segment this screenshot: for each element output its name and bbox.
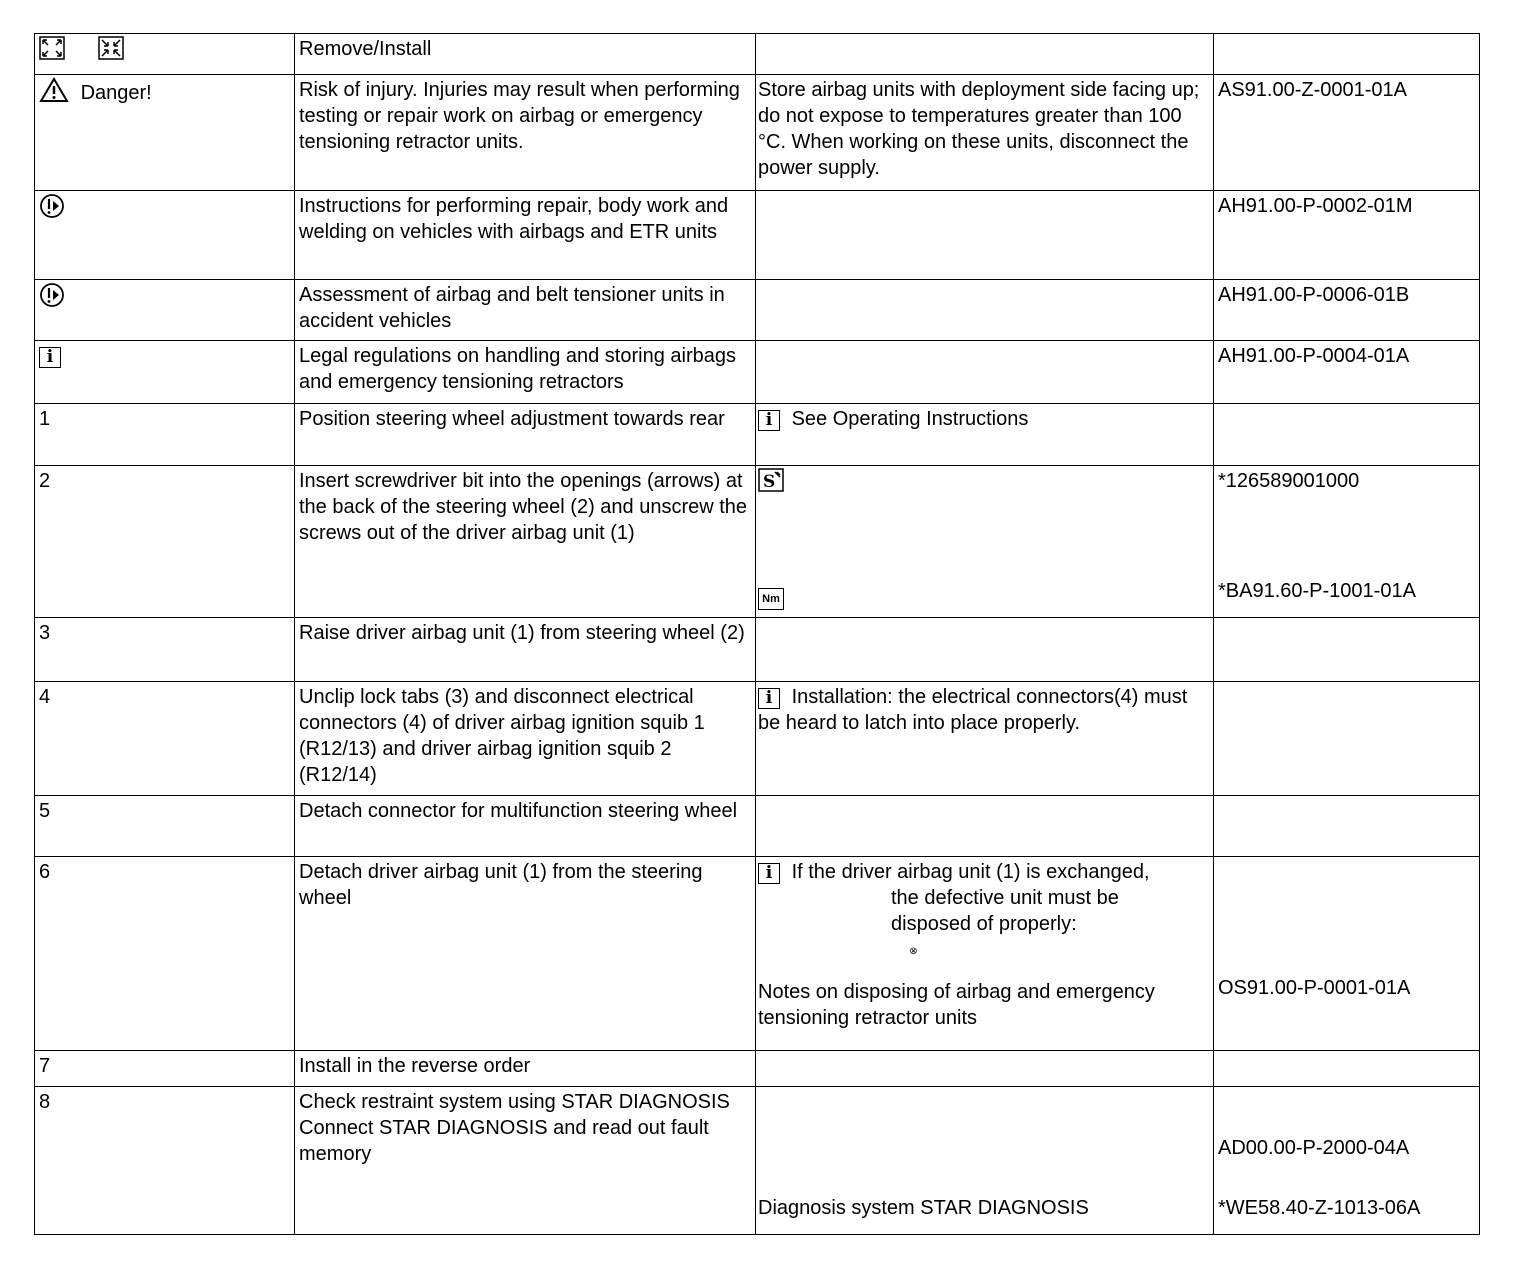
step-text: Install in the reverse order	[295, 1051, 756, 1087]
table-row	[35, 341, 1480, 404]
step-text: Detach driver airbag unit (1) from the steering wheel	[295, 857, 756, 1051]
table-row	[35, 466, 1480, 618]
note-cell	[756, 404, 1214, 466]
step-text: Risk of injury. Injuries may result when performing testing or repair work on airbag or emergency tensioning retractor units.	[295, 75, 756, 191]
danger-label: Danger!	[80, 81, 152, 104]
reference-cell	[1214, 618, 1480, 682]
reference-cell	[1214, 404, 1480, 466]
step-text: Insert screwdriver bit into the openings (arrows) at the back of the steering wheel (2) and unscrew the screws out of the driver airbag unit (1)	[295, 466, 756, 618]
table-row	[35, 1087, 1480, 1235]
note-text: If the driver airbag unit (1) is exchanged,	[791, 861, 1150, 883]
step-number: 2	[35, 466, 295, 618]
table-row	[35, 857, 1480, 1051]
icon-cell	[35, 341, 295, 404]
icon-cell	[35, 75, 295, 191]
step-text-line: Connect STAR DIAGNOSIS and read out fault memory	[299, 1117, 709, 1165]
note-cell	[756, 34, 1214, 75]
note-cell	[756, 682, 1214, 796]
note-cell	[756, 341, 1214, 404]
step-number: 1	[35, 404, 295, 466]
important-note-icon	[39, 193, 67, 226]
step-text: Raise driver airbag unit (1) from steering wheel (2)	[295, 618, 756, 682]
icon-cell	[35, 280, 295, 341]
note-cell	[756, 1087, 1214, 1235]
step-text: Position steering wheel adjustment towards rear	[295, 404, 756, 466]
reference-link[interactable]: OS91.00-P-0001-01A	[1218, 977, 1411, 999]
icon-cell	[35, 34, 295, 75]
note-text: the defective unit must be	[891, 887, 1119, 909]
reference-link[interactable]: AD00.00-P-2000-04A	[1218, 1137, 1410, 1159]
table-row	[35, 191, 1480, 280]
step-text: Assessment of airbag and belt tensioner units in accident vehicles	[295, 280, 756, 341]
step-number: 6	[35, 857, 295, 1051]
step-number: 3	[35, 618, 295, 682]
step-text: Remove/Install	[295, 34, 756, 75]
step-number: 7	[35, 1051, 295, 1087]
table-row	[35, 682, 1480, 796]
tool-number: *126589001000	[1218, 470, 1360, 492]
step-text	[295, 1087, 756, 1235]
table-row	[35, 75, 1480, 191]
reference-link[interactable]: AH91.00-P-0002-01M	[1214, 191, 1480, 280]
step-text: Legal regulations on handling and storing airbags and emergency tensioning retractors	[295, 341, 756, 404]
procedure-table	[34, 33, 1480, 1235]
reference-link[interactable]: AH91.00-P-0004-01A	[1214, 341, 1480, 404]
svg-text:S: S	[763, 472, 776, 492]
note-cell	[756, 466, 1214, 618]
important-note-icon	[39, 282, 67, 315]
note-text: Notes on disposing of airbag and emergency tensioning retractor units	[758, 981, 1155, 1029]
remove-icon	[39, 36, 65, 67]
reference-cell	[1214, 34, 1480, 75]
icon-cell	[35, 191, 295, 280]
torque-reference-link[interactable]: *BA91.60-P-1001-01A	[1218, 580, 1416, 602]
step-text: Instructions for performing repair, body work and welding on vehicles with airbags and ETR units	[295, 191, 756, 280]
torque-nm-icon: Nm	[758, 588, 784, 610]
install-icon	[98, 36, 124, 67]
note-text: disposed of properly:	[891, 913, 1077, 935]
reference-link[interactable]: *WE58.40-Z-1013-06A	[1218, 1197, 1421, 1219]
table-row	[35, 280, 1480, 341]
note-cell	[756, 280, 1214, 341]
table-row	[35, 796, 1480, 857]
info-icon: i	[758, 688, 780, 709]
note-text: Installation: the electrical connectors(4) must be heard to latch into place properly.	[758, 686, 1188, 734]
step-number: 4	[35, 682, 295, 796]
reference-cell	[1214, 1087, 1480, 1235]
note-cell	[756, 191, 1214, 280]
step-number: 5	[35, 796, 295, 857]
disposal-symbol-icon: ⊗	[909, 946, 918, 957]
note-text: Diagnosis system STAR DIAGNOSIS	[758, 1197, 1089, 1219]
table-row	[35, 404, 1480, 466]
step-text: Unclip lock tabs (3) and disconnect electrical connectors (4) of driver airbag ignition squib 1 (R12/13) and driver airbag ignition squib 2 (R12/14)	[295, 682, 756, 796]
reference-cell: AS91.00-Z-0001-01A	[1214, 75, 1480, 191]
info-icon: i	[758, 410, 780, 431]
reference-cell	[1214, 796, 1480, 857]
note-cell	[756, 1051, 1214, 1087]
note-cell	[756, 618, 1214, 682]
note-cell	[756, 857, 1214, 1051]
info-icon: i	[758, 863, 780, 884]
reference-link[interactable]: AH91.00-P-0006-01B	[1214, 280, 1480, 341]
special-tool-icon	[758, 468, 784, 499]
step-text: Detach connector for multifunction steering wheel	[295, 796, 756, 857]
info-icon: i	[39, 347, 61, 368]
reference-cell	[1214, 466, 1480, 618]
reference-cell	[1214, 857, 1480, 1051]
reference-cell	[1214, 1051, 1480, 1087]
warning-triangle-icon	[39, 77, 69, 110]
note-text: See Operating Instructions	[791, 408, 1029, 430]
table-row	[35, 618, 1480, 682]
table-row	[35, 1051, 1480, 1087]
step-number: 8	[35, 1087, 295, 1235]
table-row	[35, 34, 1480, 75]
note-cell: Store airbag units with deployment side facing up; do not expose to temperatures greater than 100 °C. When working on these units, disconnect the power supply.	[756, 75, 1214, 191]
note-cell	[756, 796, 1214, 857]
reference-cell	[1214, 682, 1480, 796]
step-text-line: Check restraint system using STAR DIAGNOSIS	[299, 1091, 730, 1113]
